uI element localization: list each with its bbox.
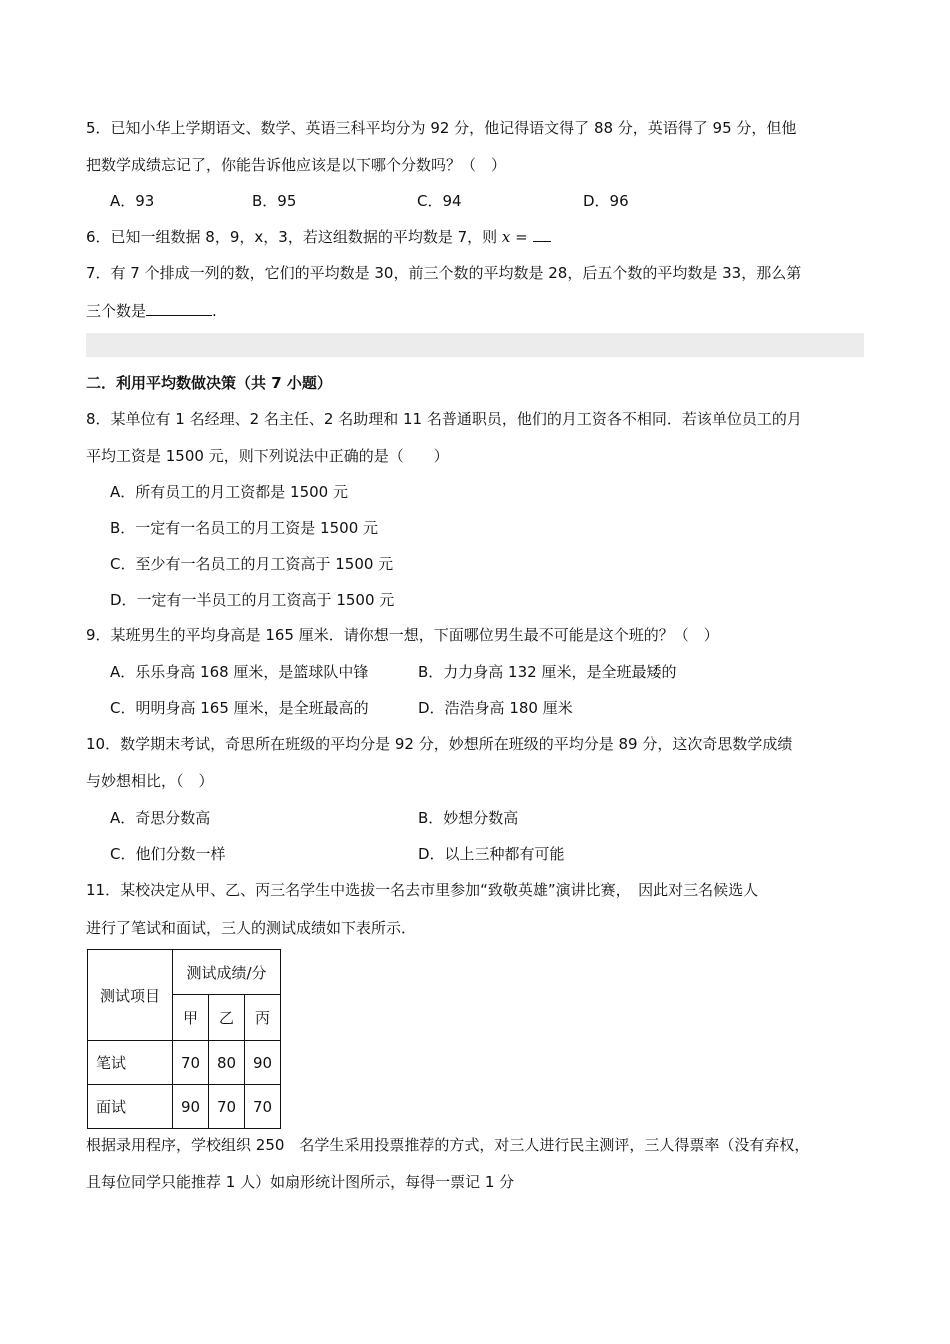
q6-text: 6．已知一组数据 8，9，x，3，若这组数据的平均数是 7，则	[86, 228, 498, 246]
q7-line2	[86, 301, 217, 321]
q10-text-line1: 10．数学期末考试，奇思所在班级的平均分是 92 分，妙想所在班级的平均分是 89 分，这次奇思数学成绩	[86, 735, 793, 753]
table-cell: 70	[209, 1085, 245, 1129]
q7-text-line1: 7．有 7 个排成一列的数，它们的平均数是 30，前三个数的平均数是 28，后五个数的平均数是 33，那么第	[86, 264, 802, 282]
table-cell: 90	[173, 1085, 209, 1129]
q11-text-line4: 且每位同学只能推荐 1 人）如扇形统计图所示，每得一票记 1 分	[86, 1173, 515, 1191]
q8-option-d[interactable]: D．一定有一半员工的月工资高于 1500 元	[110, 591, 395, 609]
table-cell: 70	[245, 1085, 281, 1129]
section-divider	[86, 333, 864, 357]
score-table	[87, 949, 281, 1129]
q10-option-b[interactable]: B．妙想分数高	[418, 809, 519, 827]
q8-option-c[interactable]: C．至少有一名员工的月工资高于 1500 元	[110, 555, 394, 573]
q7-end-period: .	[212, 302, 217, 320]
q9-option-b[interactable]: B．力力身高 132 厘米，是全班最矮的	[418, 663, 677, 681]
q8-text-line2: 平均工资是 1500 元，则下列说法中正确的是（ ）	[86, 447, 449, 465]
q9-option-c[interactable]: C．明明身高 165 厘米，是全班最高的	[110, 699, 369, 717]
q5-option-c[interactable]: C．94	[417, 192, 462, 210]
table-cell: 80	[209, 1041, 245, 1085]
table-row-label: 笔试	[88, 1041, 173, 1085]
table-row	[88, 1085, 281, 1129]
q5-option-d[interactable]: D．96	[583, 192, 629, 210]
table-col-bing: 丙	[245, 995, 281, 1041]
q8-option-b[interactable]: B．一定有一名员工的月工资是 1500 元	[110, 519, 379, 537]
q9-option-a[interactable]: A．乐乐身高 168 厘米，是篮球队中锋	[110, 663, 369, 681]
table-header-score: 测试成绩/分	[173, 950, 281, 995]
q11-text-line2: 进行了笔试和面试，三人的测试成绩如下表所示．	[86, 919, 417, 937]
table-cell: 90	[245, 1041, 281, 1085]
table-col-jia: 甲	[173, 995, 209, 1041]
table-header-item: 测试项目	[88, 950, 173, 1041]
table-row-label: 面试	[88, 1085, 173, 1129]
q5-text-line2: 把数学成绩忘记了，你能告诉他应该是以下哪个分数吗？（ ）	[86, 156, 507, 174]
q5-option-a[interactable]: A．93	[110, 192, 155, 210]
q5-text-line1: 5．已知小华上学期语文、数学、英语三科平均分为 92 分，他记得语文得了 88 分，英语得了 95 分，但他	[86, 119, 797, 137]
q8-text-line1: 8．某单位有 1 名经理、2 名主任、2 名助理和 11 名普通职员，他们的月工资各不相同．若该单位员工的月	[86, 410, 802, 428]
section-2-title: 二．利用平均数做决策（共 7 小题）	[86, 374, 332, 392]
q10-option-a[interactable]: A．奇思分数高	[110, 809, 211, 827]
q6-variable: x =	[501, 228, 528, 246]
q9-text-line1: 9．某班男生的平均身高是 165 厘米．请你想一想，下面哪位男生最不可能是这个班的？（ ）	[86, 626, 719, 644]
q10-option-c[interactable]: C．他们分数一样	[110, 845, 226, 863]
table-row	[88, 1041, 281, 1085]
q11-text-line1: 11．某校决定从甲、乙、丙三名学生中选拔一名去市里参加“致敬英雄”演讲比赛， 因此对三名候选人	[86, 881, 759, 899]
table-cell: 70	[173, 1041, 209, 1085]
table-col-yi: 乙	[209, 995, 245, 1041]
q7-answer-blank[interactable]	[146, 301, 212, 316]
q9-option-d[interactable]: D．浩浩身高 180 厘米	[418, 699, 573, 717]
q6-line	[86, 227, 551, 247]
q10-option-d[interactable]: D．以上三种都有可能	[418, 845, 565, 863]
q7-text-line2: 三个数是	[86, 302, 147, 320]
q6-answer-blank[interactable]	[533, 227, 551, 242]
q10-text-line2: 与妙想相比，（ ）	[86, 772, 214, 790]
q5-option-b[interactable]: B．95	[252, 192, 297, 210]
q11-text-line3: 根据录用程序，学校组织 250 名学生采用投票推荐的方式，对三人进行民主测评，三人得票率（没有弃权，	[86, 1136, 810, 1154]
q8-option-a[interactable]: A．所有员工的月工资都是 1500 元	[110, 483, 348, 501]
